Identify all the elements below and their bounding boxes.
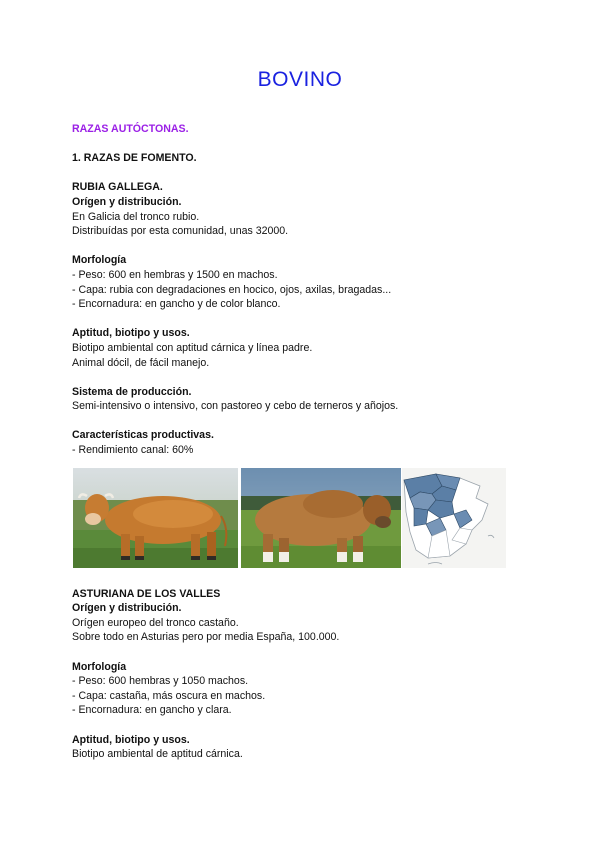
text-line: - Capa: castaña, más oscura en machos. [72, 689, 266, 702]
breed-images [73, 468, 505, 571]
production-system-heading: Sistema de producción. [72, 385, 192, 398]
cow-photo [73, 468, 238, 568]
page-title: BOVINO [257, 68, 343, 91]
text-line: - Encornadura: en gancho y de color blanco. [72, 298, 281, 311]
morphology-heading: Morfología [72, 660, 127, 673]
productive-traits-heading: Características productivas. [72, 429, 214, 442]
text-line: - Capa: rubia con degradaciones en hocico, ojos, axilas, bragadas... [72, 283, 392, 296]
morphology-heading: Morfología [72, 254, 127, 267]
text-line: En Galicia del tronco rubio. [72, 210, 200, 223]
aptitude-heading: Aptitud, biotipo y usos. [72, 733, 190, 746]
aptitude-heading: Aptitud, biotipo y usos. [72, 327, 190, 340]
bull-photo [241, 468, 401, 568]
breed-name: RUBIA GALLEGA. [72, 181, 163, 194]
section-heading: RAZAS AUTÓCTONAS. [72, 123, 189, 135]
text-line: Animal dócil, de fácil manejo. [72, 356, 210, 369]
text-line: Biotipo ambiental de aptitud cárnica. [72, 748, 243, 761]
text-line: Distribuídas por esta comunidad, unas 32000. [72, 225, 289, 238]
spain-distribution-map [402, 468, 506, 568]
text-line: - Peso: 600 en hembras y 1500 en machos. [72, 268, 278, 281]
text-line: Biotipo ambiental con aptitud cárnica y línea padre. [72, 341, 313, 354]
origin-heading: Orígen y distribución. [72, 602, 182, 615]
text-line: - Peso: 600 hembras y 1050 machos. [72, 675, 249, 688]
text-line: Sobre todo en Asturias pero por media España, 100.000. [72, 631, 340, 644]
text-line: Orígen europeo del tronco castaño. [72, 616, 239, 629]
origin-heading: Orígen y distribución. [72, 195, 182, 208]
text-line: - Encornadura: en gancho y clara. [72, 704, 232, 717]
document-body [72, 122, 542, 762]
breed-name: ASTURIANA DE LOS VALLES [72, 587, 221, 600]
subsection-heading: 1. RAZAS DE FOMENTO. [72, 152, 197, 165]
text-line: Semi-intensivo o intensivo, con pastoreo y cebo de terneros y añojos. [72, 400, 399, 413]
text-line: - Rendimiento canal: 60% [72, 444, 194, 457]
